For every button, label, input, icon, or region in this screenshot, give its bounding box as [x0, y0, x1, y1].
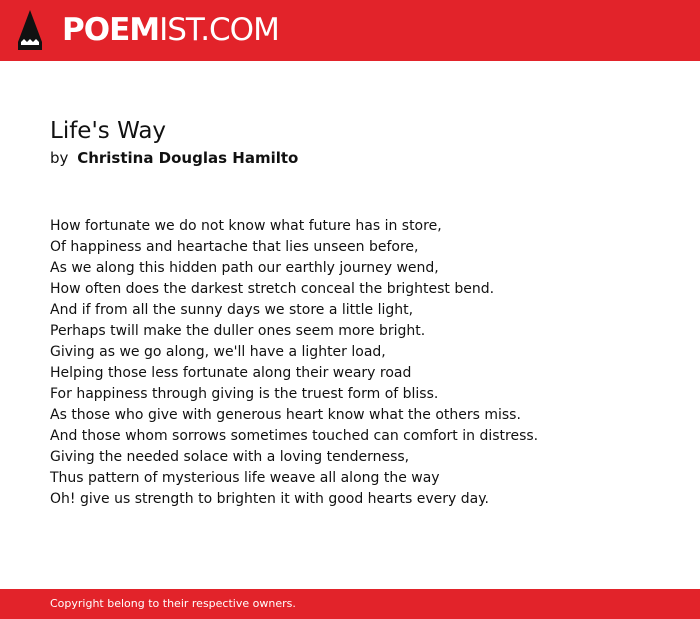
by-label: by [50, 149, 69, 167]
poem-line: For happiness through giving is the truest form of bliss. [50, 386, 439, 402]
site-header [0, 0, 700, 61]
poem-line: Thus pattern of mysterious life weave all along the way [50, 470, 440, 486]
poem-line: As those who give with generous heart know what the others miss. [50, 407, 521, 423]
poem-content [50, 116, 670, 510]
copyright-text: Copyright belong to their respective owners. [50, 597, 296, 610]
site-name-strong: POEM [62, 12, 160, 48]
poem-line: And those whom sorrows sometimes touched can comfort in distress. [50, 428, 539, 444]
poem-line: And if from all the sunny days we store a little light, [50, 302, 414, 318]
site-name-light: IST.COM [159, 12, 279, 48]
poem-line: Of happiness and heartache that lies unseen before, [50, 239, 419, 255]
poem-line: How fortunate we do not know what future has in store, [50, 218, 442, 234]
poem-body [50, 216, 670, 510]
poem-line: Helping those less fortunate along their weary road [50, 365, 412, 381]
site-logo-link[interactable] [62, 12, 279, 48]
poem-line: Perhaps twill make the duller ones seem more bright. [50, 323, 426, 339]
poem-line: Giving as we go along, we'll have a lighter load, [50, 344, 386, 360]
poem-line: How often does the darkest stretch conceal the brightest bend. [50, 281, 495, 297]
poem-line: Oh! give us strength to brighten it with good hearts every day. [50, 491, 489, 507]
poem-line: Giving the needed solace with a loving tenderness, [50, 449, 410, 465]
pencil-icon [18, 10, 42, 50]
author-link[interactable]: Christina Douglas Hamilto [77, 149, 299, 167]
poem-byline [50, 148, 670, 168]
poem-line: As we along this hidden path our earthly journey wend, [50, 260, 439, 276]
site-footer [0, 589, 700, 619]
poem-title: Life's Way [50, 118, 167, 144]
